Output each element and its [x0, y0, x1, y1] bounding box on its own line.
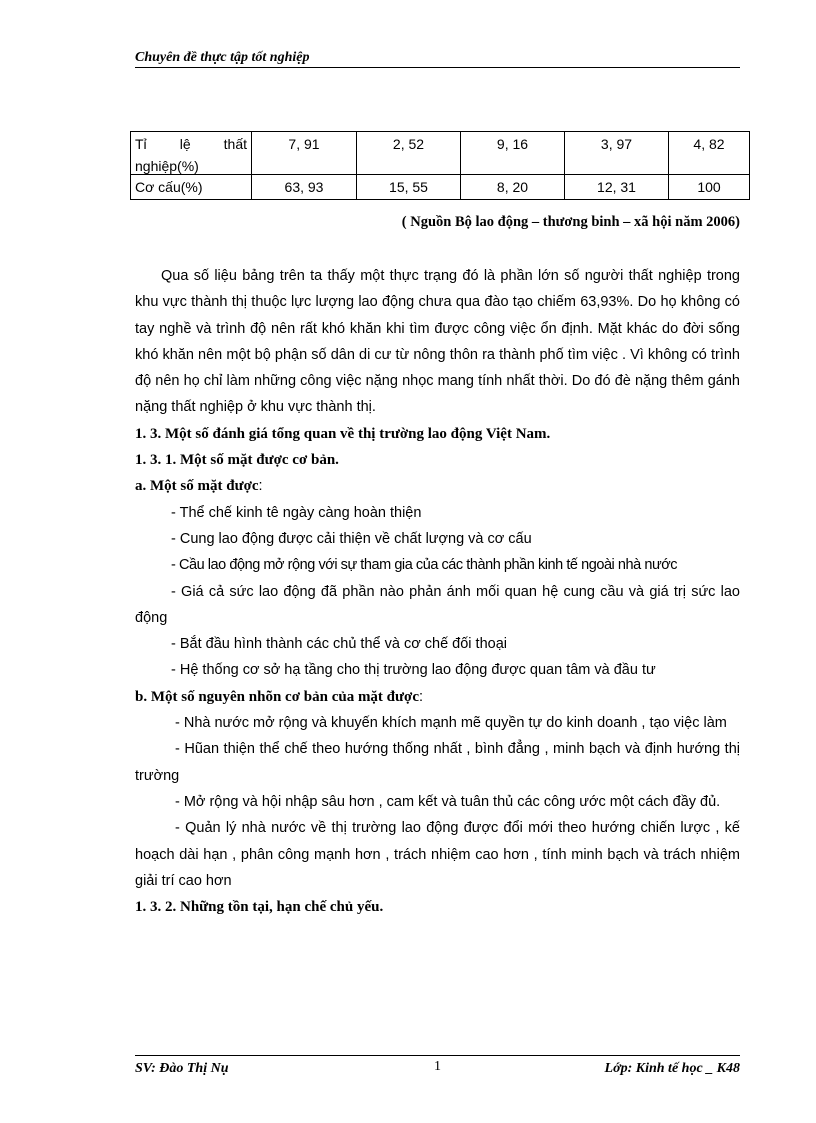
page-footer [135, 1055, 740, 1079]
table-row [131, 132, 750, 175]
body-text [135, 263, 740, 920]
list-item: - Cung lao động được cải thiện về chất lượng và cơ cấu [171, 530, 532, 547]
page-header: Chuyên đề thực tập tốt nghiệp [135, 50, 740, 68]
table-row [131, 175, 750, 200]
table-cell: 63, 93 [252, 175, 357, 200]
table-cell: 12, 31 [565, 175, 669, 200]
table-cell: 15, 55 [357, 175, 461, 200]
table-cell: 100 [669, 175, 750, 200]
subsection-heading: 1. 3. 1. Một số mặt được cơ bản. [135, 452, 339, 469]
table-cell: 7, 91 [252, 132, 357, 175]
unemployment-table [130, 131, 750, 200]
list-item: - Hệ thống cơ sở hạ tầng cho thị trường lao động được quan tâm và đầu tư [171, 662, 656, 679]
heading-a: a. Một số mặt được: [135, 478, 263, 495]
page-number: 1 [434, 1059, 441, 1074]
list-item: - Cầu lao động mở rộng với sự tham gia của các thành phần kinh tế ngoài nhà nước [171, 557, 678, 574]
footer-student: SV: Đào Thị Nụ [135, 1061, 229, 1076]
table-cell: 3, 97 [565, 132, 669, 175]
section-heading: 1. 3. Một số đánh giá tổng quan về thị trường lao động Việt Nam. [135, 425, 551, 442]
table-source-note: ( Nguồn Bộ lao động – thương binh – xã hội năm 2006) [401, 214, 740, 230]
row-label-structure: Cơ cấu(%) [131, 175, 252, 200]
table-cell: 2, 52 [357, 132, 461, 175]
subsection-heading: 1. 3. 2. Những tồn tại, hạn chế chủ yếu. [135, 899, 384, 916]
footer-class: Lớp: Kinh tế học _ K48 [604, 1061, 740, 1076]
list-item: - Hũan thiện thể chế theo hướng thống nhất , bình đẳng , minh bạch và định hướng thị trường [135, 741, 740, 784]
list-item: - Giá cả sức lao động đã phần nào phản ánh mối quan hệ cung cầu và giá trị sức lao động [135, 583, 740, 626]
heading-b: b. Một số nguyên nhõn cơ bản của mặt được: [135, 688, 424, 705]
table-cell: 4, 82 [669, 132, 750, 175]
list-item: - Nhà nước mở rộng và khuyến khích mạnh mẽ quyền tự do kinh doanh , tạo việc làm [175, 715, 727, 732]
table-cell: 8, 20 [461, 175, 565, 200]
list-item: - Bắt đầu hình thành các chủ thể và cơ chế đối thoại [171, 636, 507, 653]
row-label-unemployment-rate: Tỉ lệ thất nghiệp(%) [131, 132, 252, 175]
list-item: - Quản lý nhà nước về thị trường lao động được đổi mới theo hướng chiến lược , kế hoạch dài hạn , phân công mạnh hơn , trách nhiệm cao hơn , tính minh bạch và trách nhiệm giải trí cao hơn [135, 820, 740, 889]
table-cell: 9, 16 [461, 132, 565, 175]
list-item: - Mở rộng và hội nhập sâu hơn , cam kết và tuân thủ các công ước một cách đầy đủ. [175, 793, 721, 810]
paragraph: Qua số liệu bảng trên ta thấy một thực trạng đó là phần lớn số người thất nghiệp trong khu vực thành thị thuộc lực lượng lao động chưa qua đào tạo chiếm 63,93%. Do họ không có tay nghề và trình độ nên rất khó khăn khi tìm được công việc ổn định. Mặt khác do đời sống khó khăn nên một bộ phận số dân di cư từ nông thôn ra thành phố tìm việc . Vì không có trình độ nên họ chỉ làm những công việc nặng nhọc mang tính nhất thời. Do đó đè nặng thêm gánh nặng thất nghiệp ở khu vực thành thị. [135, 268, 740, 416]
list-item: - Thể chế kinh tê ngày càng hoàn thiện [171, 504, 422, 521]
